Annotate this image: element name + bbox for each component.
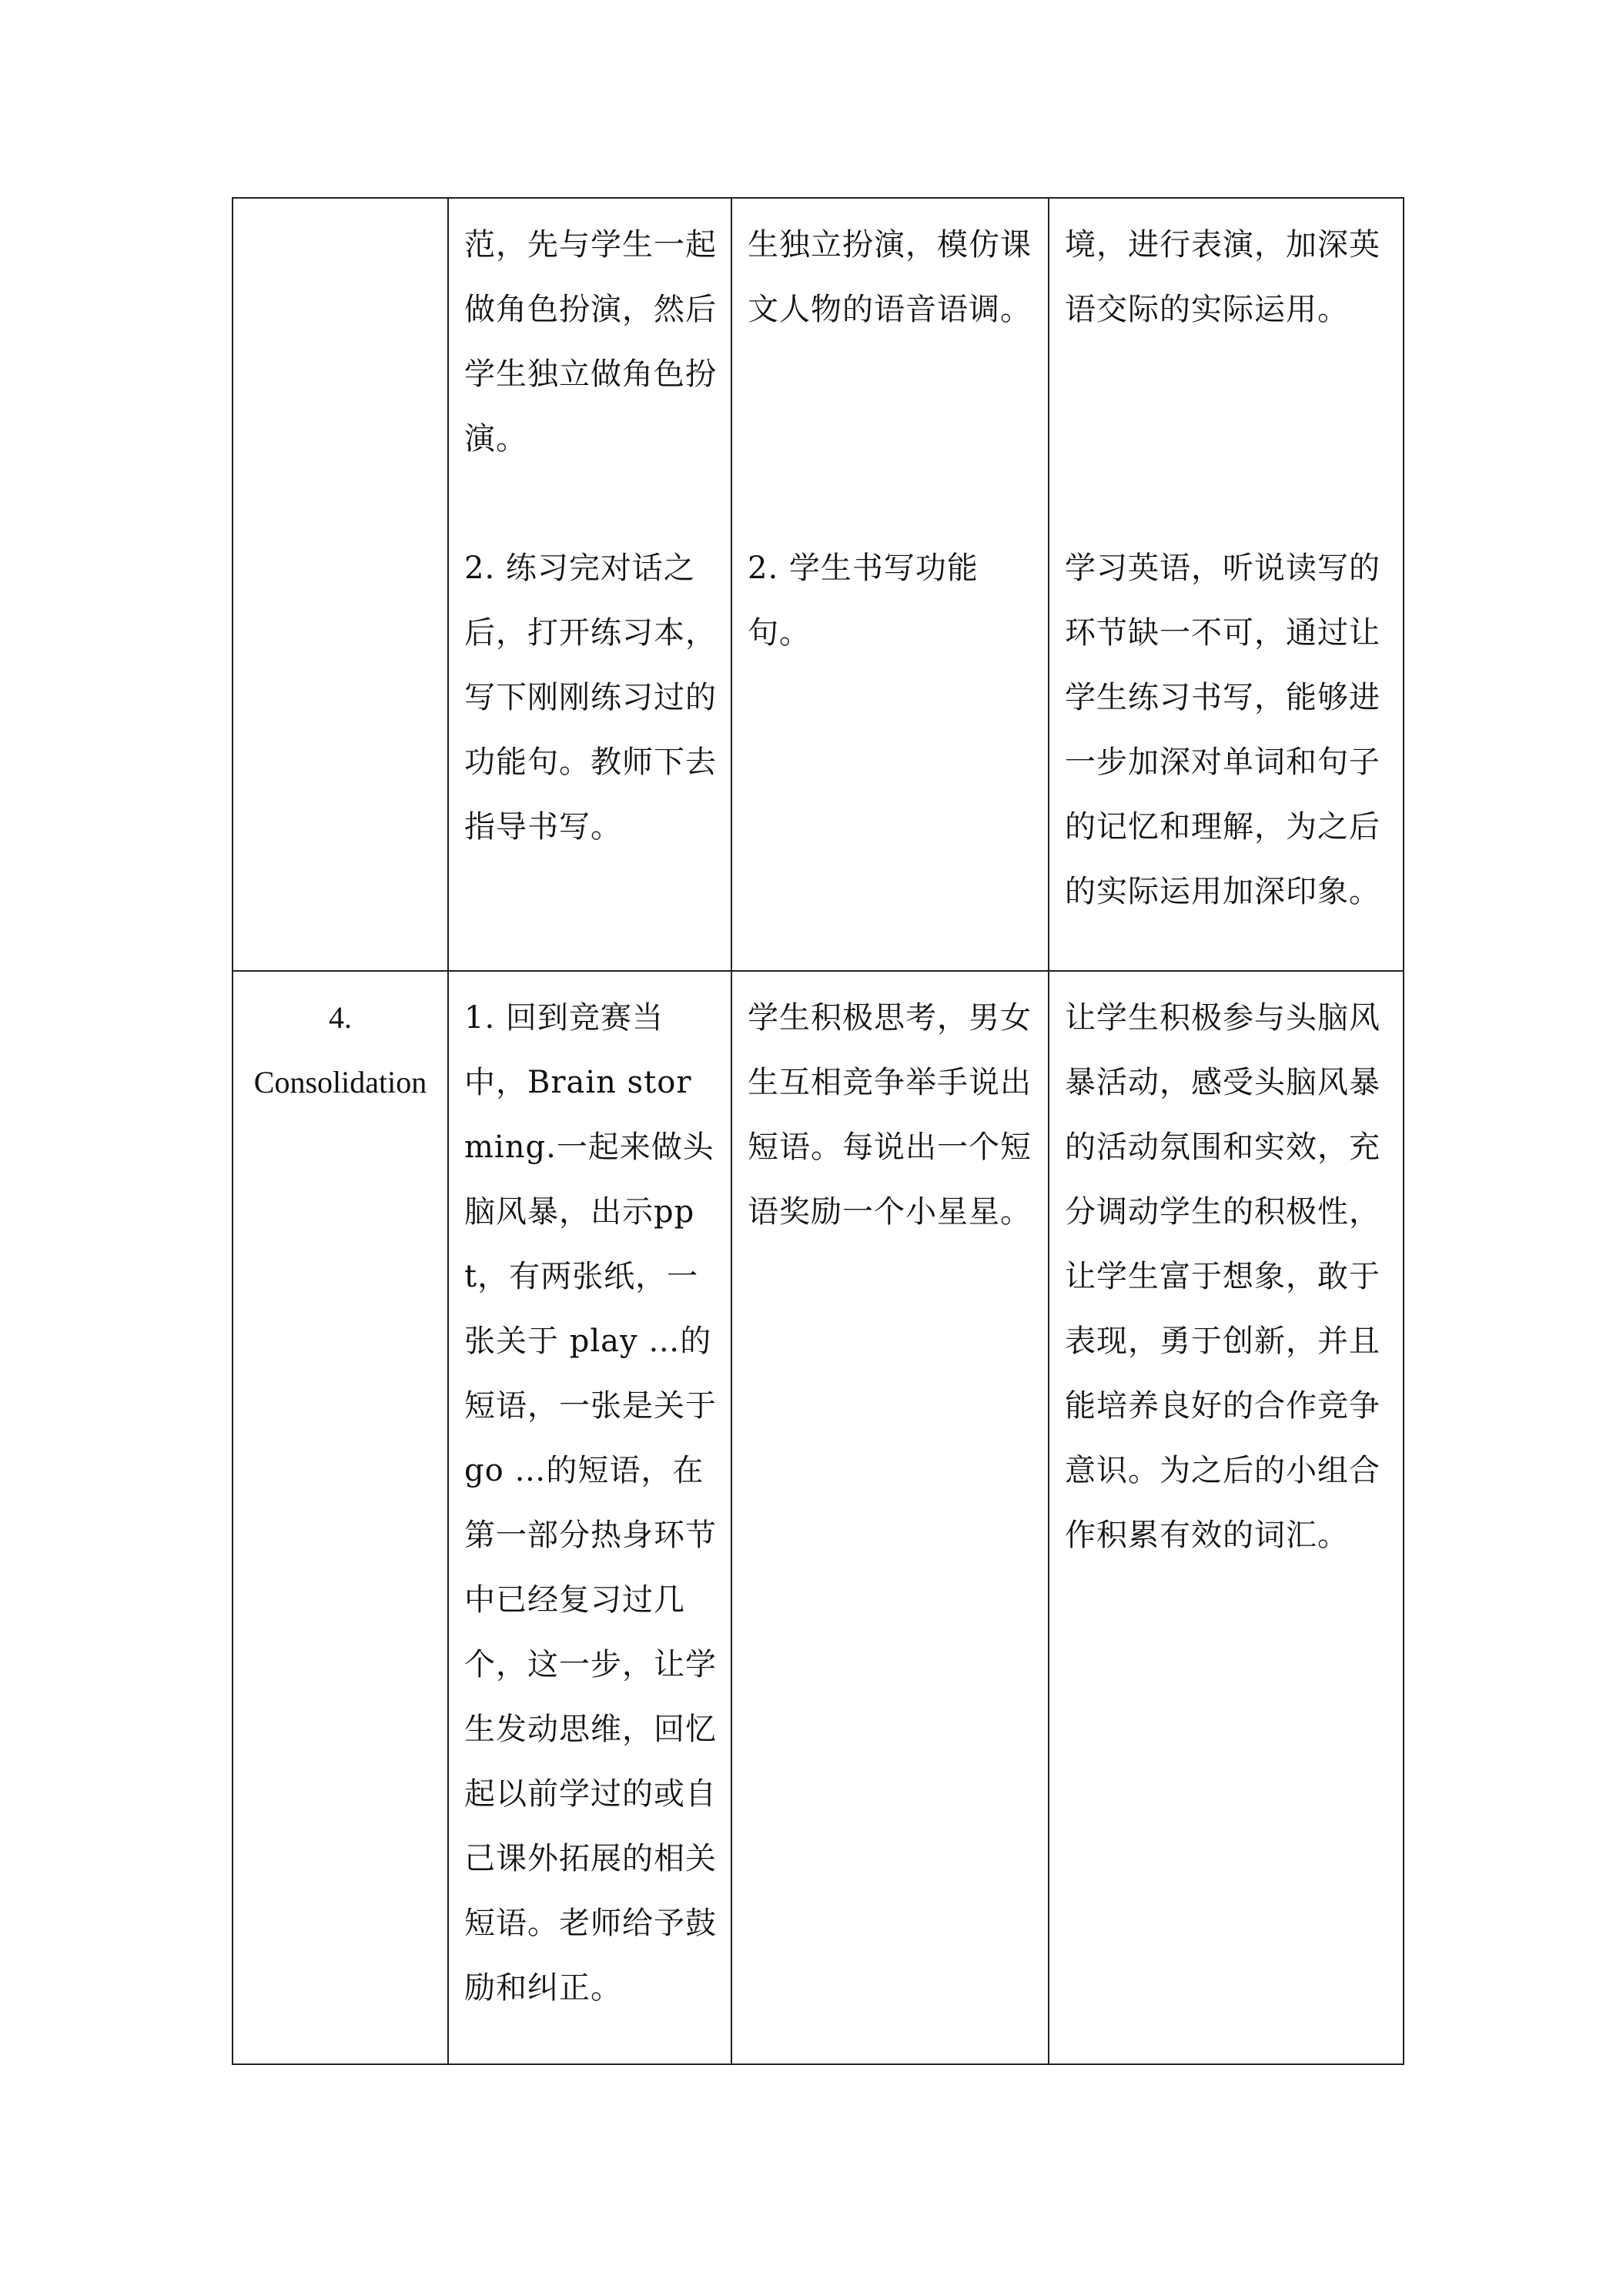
student-activity-paragraph: 生独立扮演，模仿课文人物的语音语调。 — [748, 227, 1032, 327]
student-activity-paragraph: 学生积极思考，男女生互相竞争举手说出短语。每说出一个短语奖励一个小星星。 — [748, 1000, 1032, 1230]
stage-number: 4. — [329, 1000, 352, 1035]
student-activity-cell — [731, 198, 1049, 971]
teacher-activity-paragraph: 2. 练习完对话之后，打开练习本，写下刚刚练习过的功能句。教师下去指导书写。 — [464, 551, 717, 845]
teacher-activity-cell — [448, 198, 731, 971]
design-purpose-paragraph: 让学生积极参与头脑风暴活动，感受头脑风暴的活动氛围和实效，充分调动学生的积极性，让学生富于想象，敢于表现，勇于创新，并且能培养良好的合作竞争意识。为之后的小组合作积累有效的词汇。 — [1065, 1000, 1380, 1553]
teacher-activity-cell — [448, 971, 731, 2064]
lesson-plan-table — [232, 197, 1404, 2065]
student-activity-paragraph: 2. 学生书写功能句。 — [748, 551, 979, 651]
design-purpose-cell — [1049, 971, 1404, 2064]
stage-cell — [233, 198, 448, 971]
design-purpose-cell — [1049, 198, 1404, 971]
design-purpose-paragraph: 学习英语，听说读写的环节缺一不可，通过让学生练习书写，能够进一步加深对单词和句子的记忆和理解，为之后的实际运用加深印象。 — [1065, 551, 1380, 909]
stage-name: Consolidation — [253, 1065, 427, 1099]
student-activity-cell — [731, 971, 1049, 2064]
stage-cell — [233, 971, 448, 2064]
paragraph-spacer — [748, 342, 1037, 536]
paragraph-spacer — [1065, 342, 1392, 536]
table-row — [233, 198, 1404, 971]
paragraph-spacer — [464, 471, 720, 536]
design-purpose-paragraph: 境，进行表演，加深英语交际的实际运用。 — [1065, 227, 1380, 327]
teacher-activity-paragraph: 1. 回到竞赛当中，Brain storming.一起来做头脑风暴，出示ppt，有两张纸，一张关于 play …的短语，一张是关于 go …的短语，在第一部分热身环节中已经复习过几个，这一步，让学生发动思维，回忆起以前学过的或自己课外拓展的相关短语。老师给予鼓励和纠正。 — [464, 1000, 717, 2006]
table-row — [233, 971, 1404, 2064]
teacher-activity-paragraph: 范，先与学生一起做角色扮演，然后学生独立做角色扮演。 — [464, 227, 717, 457]
